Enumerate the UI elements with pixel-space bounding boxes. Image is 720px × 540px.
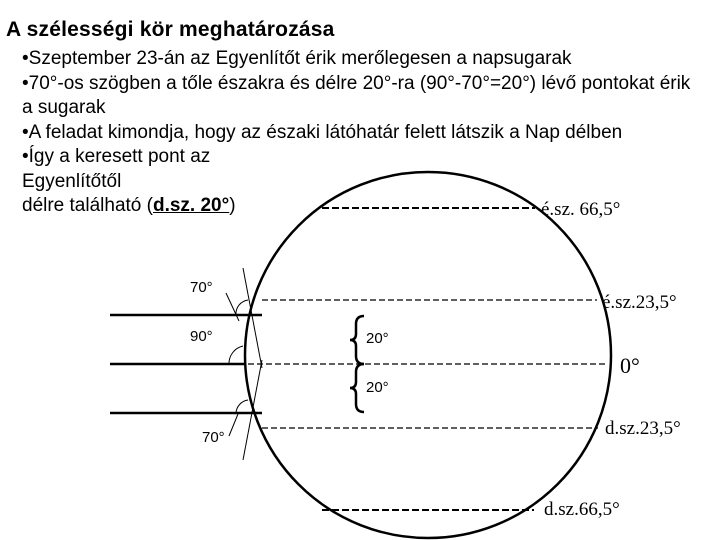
brace-south-20 [350, 364, 364, 412]
arc-middle-90 [229, 346, 243, 364]
bullet-conclusion-line1: •Így a keresett pont az [22, 146, 211, 167]
bullet-conclusion-line2: Egyenlítőtől [22, 170, 122, 192]
answer-latitude: d.sz. 20° [152, 195, 230, 216]
offset-label-north-20: 20° [366, 330, 389, 347]
earth-circle [245, 172, 611, 538]
offset-label-south-20: 20° [366, 379, 389, 396]
arc-top-70 [236, 300, 248, 315]
angle-label-middle-90: 90° [190, 328, 213, 345]
lat-label-north-66: é.sz. 66,5° [541, 199, 621, 220]
slide-title: A szélességi kör meghatározása [6, 18, 335, 41]
lat-label-equator: 0° [620, 353, 640, 378]
lat-label-south-23: d.sz.23,5° [605, 418, 681, 439]
lat-label-north-23: é.sz.23,5° [602, 292, 677, 313]
arc-bottom-70 [236, 400, 248, 413]
angle-label-top-70: 70° [190, 279, 213, 296]
conclusion-prefix: délre található ( [22, 195, 153, 216]
angle-label-bottom-70: 70° [202, 429, 225, 446]
conclusion-suffix: ) [229, 195, 236, 216]
bullet-task-statement: •A feladat kimondja, hogy az északi látóhatár felett látszik a Nap délben [22, 121, 623, 143]
leader-top-70 [226, 293, 239, 321]
lat-label-south-66: d.sz.66,5° [544, 499, 620, 520]
bullet-september: •Szeptember 23-án az Egyenlítőt érik merőlegesen a napsugarak [22, 48, 572, 69]
brace-north-20 [350, 316, 364, 364]
bullet-70-degrees: •70°-os szögben a tőle északra és délre 20°-ra (90°-70°=20°) lévő pontokat érik a sugarak [22, 72, 691, 118]
leader-bottom-70 [229, 414, 238, 436]
